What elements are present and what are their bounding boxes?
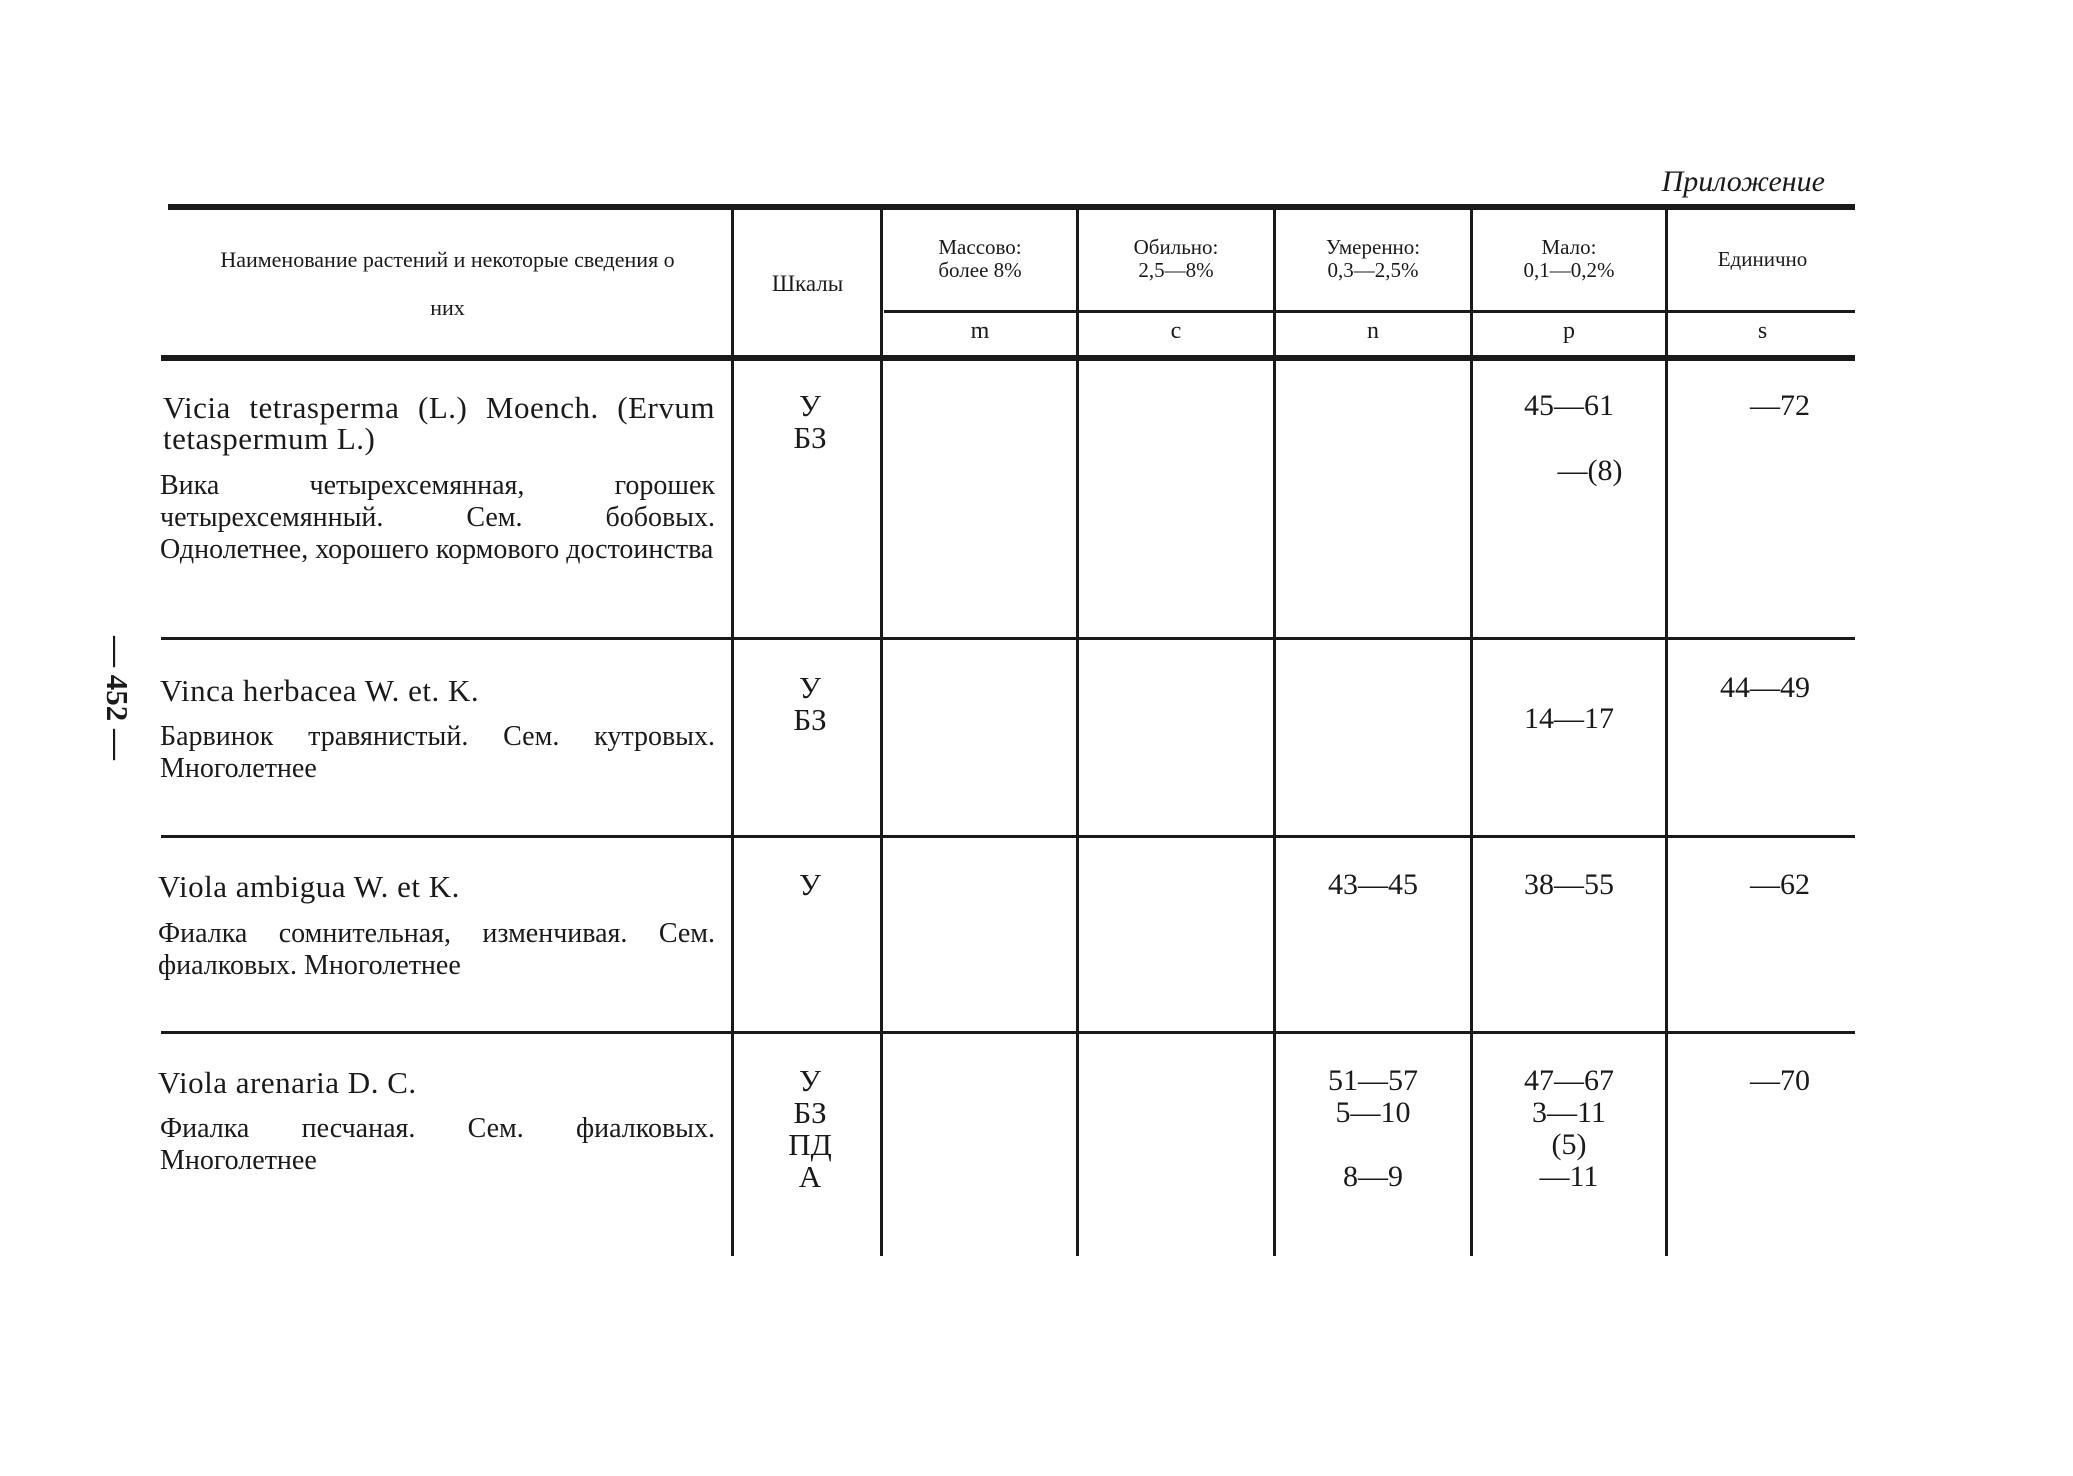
- row4-description: Фиалка песчаная. Сем. фиалковых. Многолетнее: [160, 1113, 715, 1176]
- header-m-title: Массово: более 8%: [938, 235, 1022, 282]
- col-divider-c: [1273, 207, 1276, 1256]
- row3-scales: У: [799, 867, 821, 902]
- row3-latin-name: Viola ambigua W. et K.: [158, 869, 460, 904]
- header-s-title: Единично: [1717, 247, 1808, 271]
- col-divider-m: [1076, 207, 1079, 1256]
- row4-scales: У БЗ ПД А: [788, 1063, 832, 1194]
- appendix-label: Приложение: [1661, 165, 1825, 198]
- header-c-letter: c: [1170, 318, 1182, 344]
- row1-scales: У БЗ: [793, 388, 827, 455]
- col-divider-p: [1665, 207, 1668, 1256]
- header-name: Наименование растений и некоторые сведения о них: [220, 247, 675, 320]
- header-scale: Шкалы: [771, 271, 844, 296]
- header-n-letter: n: [1367, 318, 1379, 344]
- header-c-title: Обильно: 2,5—8%: [1133, 235, 1219, 282]
- row3-n-value: 43—45: [1328, 868, 1418, 901]
- row3-p-value: 38—55: [1524, 868, 1614, 901]
- row1-s-value: —72: [1750, 389, 1810, 422]
- row-separator-1: [161, 637, 1855, 640]
- header-p-title: Мало: 0,1—0,2%: [1523, 235, 1615, 282]
- row-separator-2: [161, 835, 1855, 838]
- header-subrule: [884, 310, 1855, 313]
- table-top-rule: [168, 204, 1855, 210]
- row2-s-value: 44—49: [1720, 671, 1810, 704]
- row1-description: Вика четырехсемянная, горошек четырехсемянный. Сем. бобовых. Однолетнее, хорошего кормового достоинства: [160, 470, 715, 565]
- page-number: [97, 628, 137, 768]
- row-separator-3: [161, 1031, 1855, 1034]
- row2-p-value: 14—17: [1524, 702, 1614, 735]
- row1-p-value-2: —(8): [1557, 454, 1623, 487]
- row4-n-values: 51—57 5—10 8—9: [1328, 1064, 1418, 1193]
- col-divider-name: [731, 207, 734, 1256]
- page-number-text: — 452 —: [100, 636, 135, 760]
- row2-latin-name: Vinca herbacea W. et. K.: [160, 673, 480, 708]
- row2-description: Барвинок травянистый. Сем. кутровых. Многолетнее: [160, 721, 715, 784]
- col-divider-scale: [880, 207, 883, 1256]
- row4-latin-name: Viola arenaria D. C.: [158, 1065, 417, 1100]
- row4-p-values: 47—67 3—11 (5) —11: [1524, 1064, 1614, 1193]
- row1-latin-name: Vicia tetrasperma (L.) Moench. (Ervum tetaspermum L.): [163, 390, 715, 456]
- row4-s-value: —70: [1750, 1064, 1810, 1097]
- header-bottom-rule: [161, 355, 1855, 361]
- header-p-letter: p: [1563, 318, 1575, 344]
- row3-description: Фиалка сомнительная, изменчивая. Сем. фиалковых. Многолетнее: [158, 918, 715, 981]
- col-divider-n: [1470, 207, 1473, 1256]
- header-m-letter: m: [970, 318, 990, 344]
- header-s-letter: s: [1757, 318, 1768, 344]
- row1-p-value: 45—61: [1524, 389, 1614, 422]
- header-n-title: Умеренно: 0,3—2,5%: [1325, 235, 1421, 282]
- row2-scales: У БЗ: [793, 670, 827, 737]
- row3-s-value: —62: [1750, 868, 1810, 901]
